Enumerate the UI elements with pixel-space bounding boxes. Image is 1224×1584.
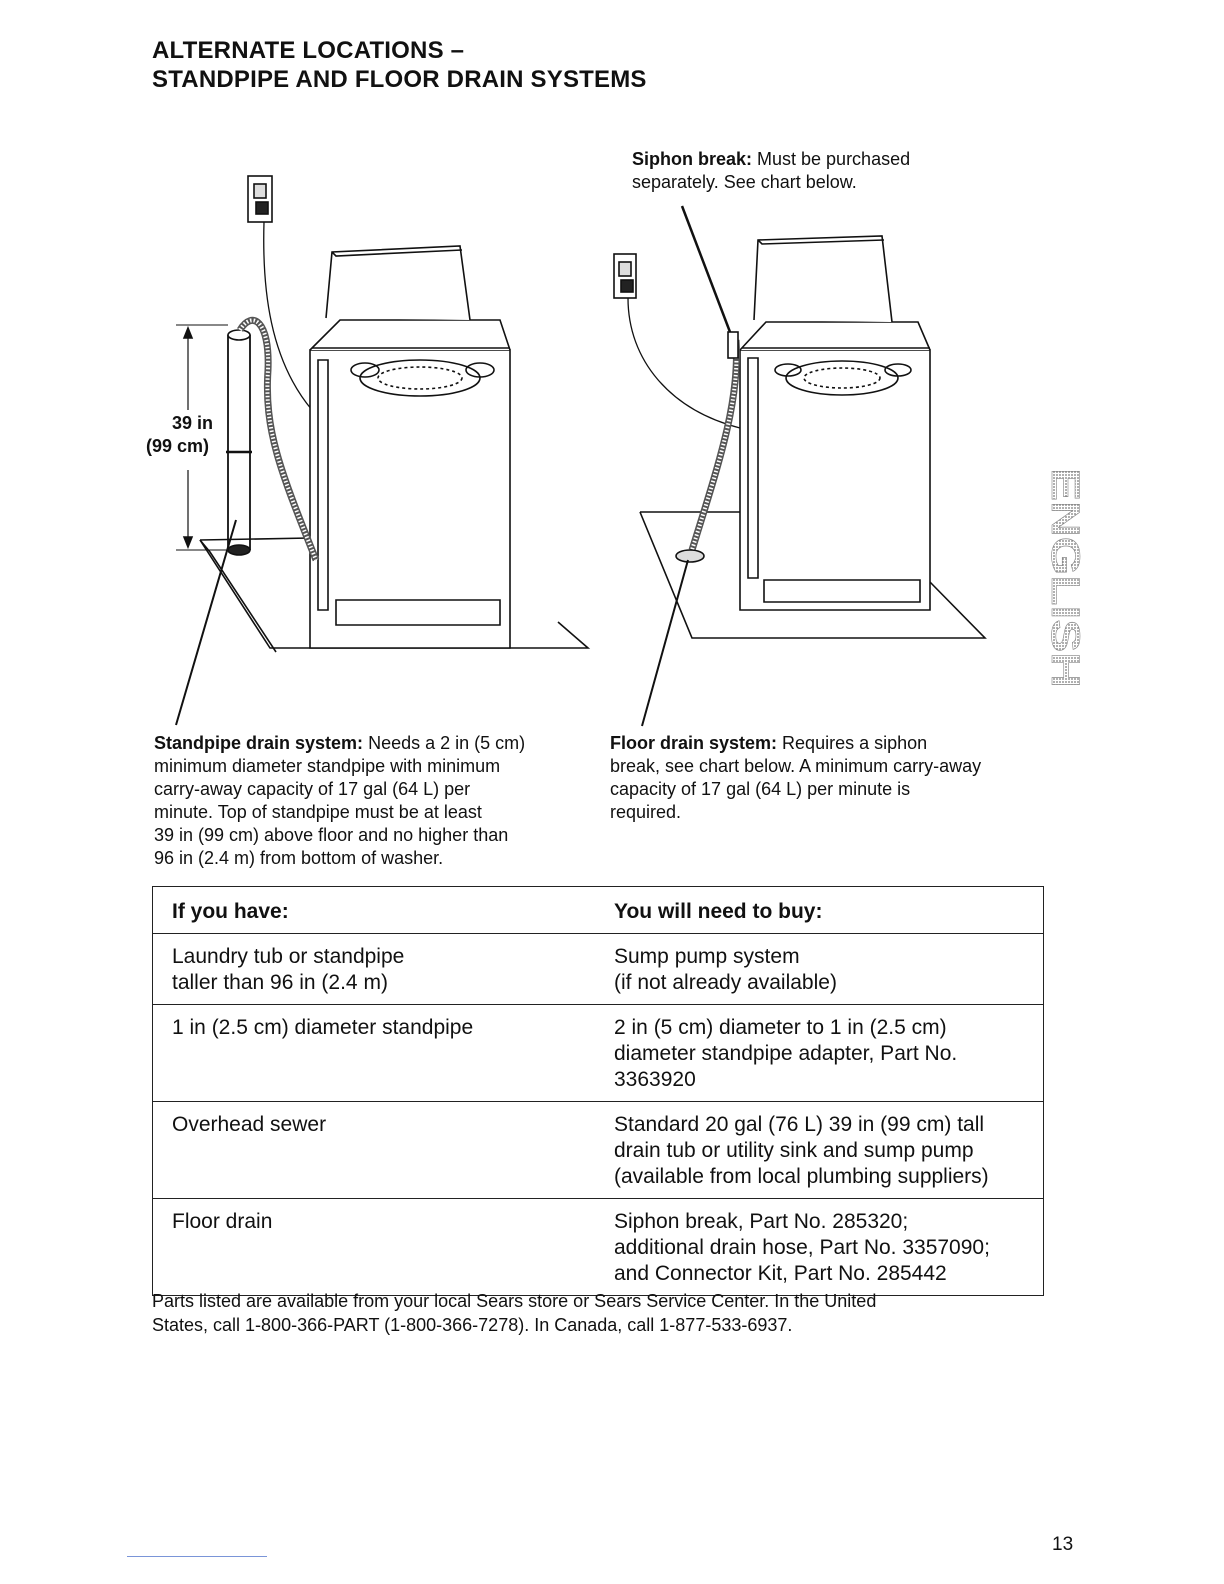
floor-drain-callout — [610, 732, 1050, 824]
need-cell — [614, 1199, 1044, 1296]
cell-line: 2 in (5 cm) diameter to 1 in (2.5 cm) — [614, 1016, 947, 1039]
footnote-line-1: Parts listed are available from your local Sears store or Sears Service Center. In the United — [152, 1291, 877, 1311]
parts-availability-note — [152, 1289, 1052, 1337]
cell-line: Siphon break, Part No. 285320; — [614, 1210, 909, 1233]
siphon-break-device — [728, 332, 738, 358]
floor-drain-text-3: capacity of 17 gal (64 L) per minute is — [610, 779, 911, 799]
language-tab-label: ENGLISH — [1043, 468, 1087, 646]
cell-line: drain tub or utility sink and sump pump — [614, 1139, 974, 1162]
bottom-divider — [127, 1556, 267, 1557]
cell-line: 1 in (2.5 cm) diameter standpipe — [172, 1016, 474, 1039]
floor-drain — [676, 550, 704, 562]
cell-line: taller than 96 in (2.4 m) — [172, 971, 388, 994]
need-cell — [614, 934, 1044, 1005]
standpipe-washer-illustration — [140, 170, 600, 730]
cell-line: Laundry tub or standpipe — [172, 945, 405, 968]
floor-drain-text-2: break, see chart below. A minimum carry-away — [610, 756, 982, 776]
standpipe-text-3: carry-away capacity of 17 gal (64 L) per — [154, 779, 471, 799]
header-you-will-need: You will need to buy: — [614, 887, 1044, 934]
cell-line: 3363920 — [614, 1068, 696, 1091]
standpipe-text-1: Needs a 2 in (5 cm) — [363, 733, 526, 753]
siphon-break-callout — [632, 148, 992, 194]
standpipe-text-5: 39 in (99 cm) above floor and no higher than — [154, 825, 509, 845]
page-title-line-2: STANDPIPE AND FLOOR DRAIN SYSTEMS — [152, 66, 647, 93]
floor-drain-pointer-line — [642, 560, 688, 726]
floor-drain-text-4: required. — [610, 802, 682, 822]
cell-line: Floor drain — [172, 1210, 273, 1233]
standpipe-text-6: 96 in (2.4 m) from bottom of washer. — [154, 848, 444, 868]
need-cell — [614, 1005, 1044, 1102]
siphon-pointer-line — [682, 206, 730, 332]
cell-line: Sump pump system — [614, 945, 800, 968]
page-title-line-1: ALTERNATE LOCATIONS – — [152, 37, 465, 64]
page-title — [152, 36, 647, 94]
wall-outlet-icon — [614, 254, 636, 298]
standpipe-label: Standpipe drain system: — [154, 733, 364, 753]
table-row — [153, 1199, 1044, 1296]
cell-line: and Connector Kit, Part No. 285442 — [614, 1262, 947, 1285]
table-row — [153, 1005, 1044, 1102]
standpipe-text-4: minute. Top of standpipe must be at least — [154, 802, 482, 822]
floor-drain-washer-illustration — [600, 200, 1000, 730]
header-if-you-have: If you have: — [153, 887, 615, 934]
standpipe-callout — [154, 732, 604, 870]
washer-right — [740, 236, 930, 610]
height-label-inches: 39 in — [172, 413, 214, 433]
footnote-line-2: States, call 1-800-366-PART (1-800-366-7278). In Canada, call 1-877-533-6937. — [152, 1315, 793, 1335]
cell-line: (if not already available) — [614, 971, 837, 994]
need-cell — [614, 1102, 1044, 1199]
standpipe-text-2: minimum diameter standpipe with minimum — [154, 756, 501, 776]
table-header-row — [153, 887, 1044, 934]
cell-line: Standard 20 gal (76 L) 39 in (99 cm) tall — [614, 1113, 985, 1136]
standpipe — [226, 330, 252, 555]
siphon-break-text-1: Must be purchased — [752, 149, 911, 169]
height-label-cm: (99 cm) — [146, 436, 210, 456]
language-tab — [1040, 462, 1090, 692]
siphon-break-label: Siphon break: — [632, 149, 753, 169]
siphon-break-text-2: separately. See chart below. — [632, 172, 857, 192]
standpipe-pointer-line — [176, 520, 236, 725]
floor-drain-text-1: Requires a siphon — [777, 733, 928, 753]
cell-line: diameter standpipe adapter, Part No. — [614, 1042, 958, 1065]
cell-line: Overhead sewer — [172, 1113, 327, 1136]
table-row — [153, 934, 1044, 1005]
page-number: 13 — [1052, 1534, 1074, 1555]
cell-line: additional drain hose, Part No. 3357090; — [614, 1236, 990, 1259]
have-cell — [153, 1199, 615, 1296]
have-cell — [153, 934, 615, 1005]
have-cell — [153, 1005, 615, 1102]
wall-outlet-icon — [248, 176, 272, 222]
washer-left — [310, 246, 510, 648]
floor-drain-label: Floor drain system: — [610, 733, 778, 753]
cell-line: (available from local plumbing suppliers) — [614, 1165, 989, 1188]
table-row — [153, 1102, 1044, 1199]
have-cell — [153, 1102, 615, 1199]
parts-table — [152, 886, 1044, 1296]
